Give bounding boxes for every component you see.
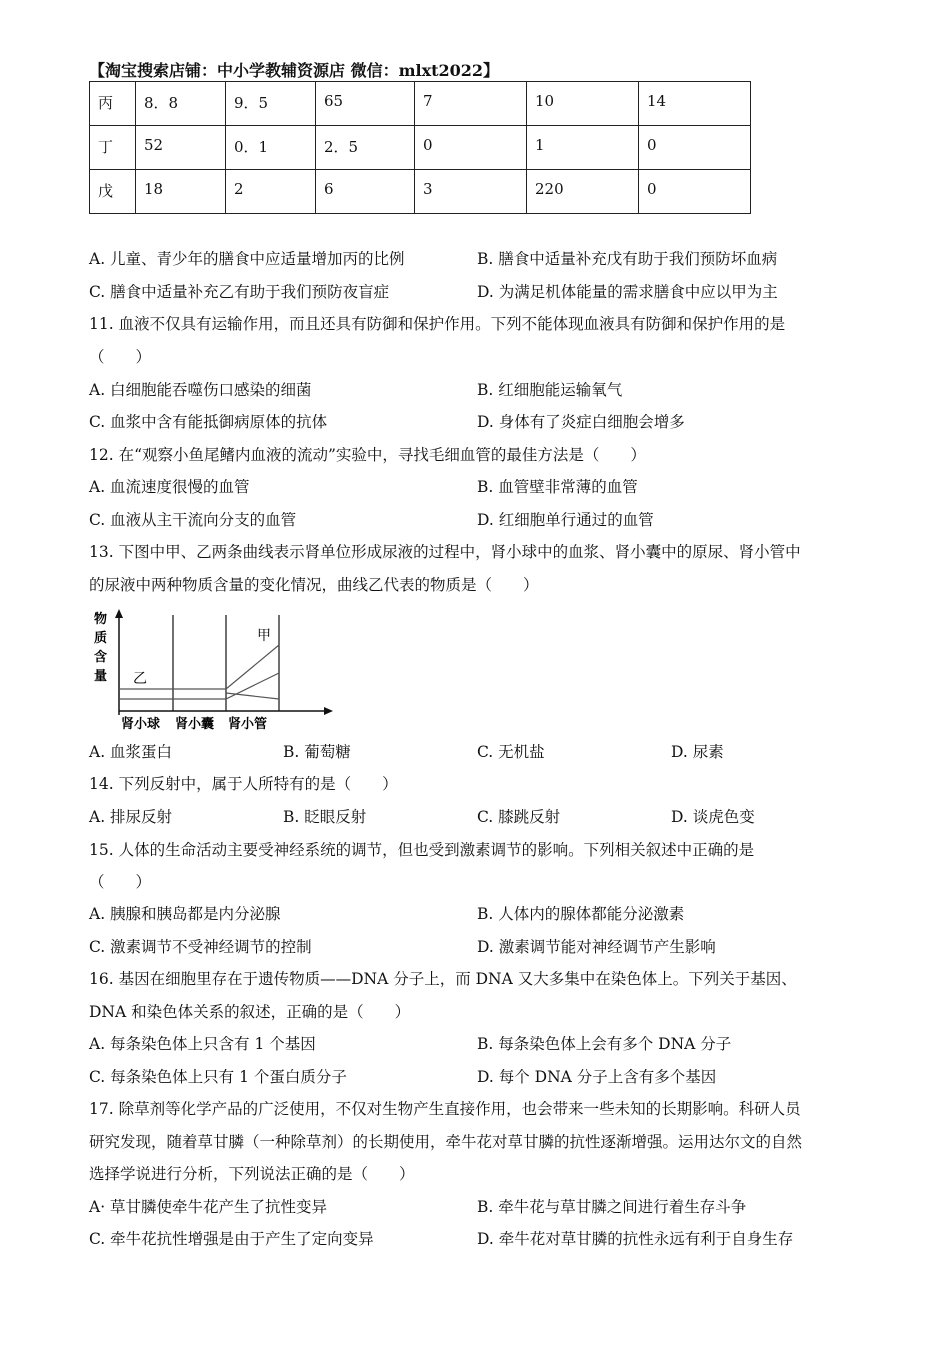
table-cell: 丁: [90, 126, 136, 170]
q13-stem-line1: 13. 下图中甲、乙两条曲线表示肾单位形成尿液的过程中，肾小球中的血浆、肾小囊中的原尿、肾小管中: [89, 543, 801, 561]
q15-option-a: A. 胰腺和胰岛都是内分泌腺: [89, 905, 281, 923]
q14-stem: 14. 下列反射中，属于人所特有的是（ ）: [89, 775, 398, 793]
q17-option-d: D. 牵牛花对草甘膦的抗性永远有利于自身生存: [477, 1230, 794, 1248]
table-cell: 220: [527, 170, 639, 214]
q15-stem: 15. 人体的生命活动主要受神经系统的调节，但也受到激素调节的影响。下列相关叙述中正确的是: [89, 841, 755, 859]
q17-option-b: B. 牵牛花与草甘膦之间进行着生存斗争: [477, 1198, 747, 1216]
x-label: 肾小囊: [175, 717, 215, 732]
x-axis-arrow-icon: [324, 707, 333, 715]
table-cell: 14: [639, 82, 751, 126]
q13-option-a: A. 血浆蛋白: [89, 743, 173, 761]
q16-stem-line2: DNA 和染色体关系的叙述，正确的是（ ）: [89, 1003, 411, 1021]
table-cell: 9．5: [226, 82, 316, 126]
nutrient-table: [89, 81, 751, 214]
q17-stem-line2: 研究发现，随着草甘膦（一种除草剂）的长期使用，牵牛花对草甘膦的抗性逐渐增强。运用达尔文的自然: [89, 1133, 803, 1151]
table-cell: 2．5: [316, 126, 415, 170]
q17-stem-line3: 选择学说进行分析，下列说法正确的是（ ）: [89, 1165, 415, 1183]
q15-paren: （ ）: [89, 873, 152, 891]
q17-option-c: C. 牵牛花抗性增强是由于产生了定向变异: [89, 1230, 374, 1248]
q15-option-b: B. 人体内的腺体都能分泌激素: [477, 905, 685, 923]
table-cell: 丙: [90, 82, 136, 126]
q11-option-a: A. 白细胞能吞噬伤口感染的细菌: [89, 381, 312, 399]
y-label-char: 量: [94, 669, 108, 684]
table-cell: 52: [136, 126, 226, 170]
q14-option-a: A. 排尿反射: [89, 808, 173, 826]
table-row: [90, 170, 751, 214]
q14-option-d: D. 谈虎色变: [671, 808, 755, 826]
table-cell: 65: [316, 82, 415, 126]
q15-option-d: D. 激素调节能对神经调节产生影响: [477, 938, 716, 956]
y-label-char: 含: [94, 650, 108, 665]
table-cell: 6: [316, 170, 415, 214]
table-cell: 8．8: [136, 82, 226, 126]
q10-option-a: A. 儿童、青少年的膳食中应适量增加丙的比例: [89, 250, 405, 268]
q12-option-d: D. 红细胞单行通过的血管: [477, 511, 654, 529]
q13-option-c: C. 无机盐: [477, 743, 545, 761]
table-cell: 0: [639, 126, 751, 170]
q12-option-c: C. 血液从主干流向分支的血管: [89, 511, 297, 529]
q13-stem-line2: 的尿液中两种物质含量的变化情况，曲线乙代表的物质是（ ）: [89, 576, 539, 594]
q12-option-a: A. 血流速度很慢的血管: [89, 478, 250, 496]
q14-option-b: B. 眨眼反射: [283, 808, 367, 826]
x-label: 肾小球: [121, 717, 161, 732]
curve-label-jia: 甲: [257, 628, 271, 644]
q16-stem-line1: 16. 基因在细胞里存在于遗传物质——DNA 分子上，而 DNA 又大多集中在染色体上。下列关于基因、: [89, 970, 797, 988]
curve-label-yi: 乙: [133, 671, 147, 687]
table-cell: 1: [527, 126, 639, 170]
q13-option-b: B. 葡萄糖: [283, 743, 351, 761]
table-cell: 7: [415, 82, 527, 126]
y-label-char: 物: [94, 612, 108, 627]
table-cell: 3: [415, 170, 527, 214]
y-label-char: 质: [94, 631, 108, 646]
q17-option-a: A· 草甘膦使牵牛花产生了抗性变异: [89, 1198, 328, 1216]
q16-option-a: A. 每条染色体上只含有 1 个基因: [89, 1035, 316, 1053]
table-cell: 0: [639, 170, 751, 214]
page-header-banner: 【淘宝搜索店铺：中小学教辅资源店 微信：mlxt2022】: [89, 61, 500, 80]
table-row: [90, 82, 751, 126]
q14-option-c: C. 膝跳反射: [477, 808, 561, 826]
table-cell: 戊: [90, 170, 136, 214]
table-cell: 18: [136, 170, 226, 214]
q11-paren: （ ）: [89, 348, 152, 366]
q16-option-c: C. 每条染色体上只有 1 个蛋白质分子: [89, 1068, 347, 1086]
q15-option-c: C. 激素调节不受神经调节的控制: [89, 938, 312, 956]
q11-option-b: B. 红细胞能运输氧气: [477, 381, 623, 399]
table-row: [90, 126, 751, 170]
kidney-filtration-graph: [89, 607, 339, 732]
y-axis-arrow-icon: [115, 609, 123, 618]
table-cell: 10: [527, 82, 639, 126]
q10-option-c: C. 膳食中适量补充乙有助于我们预防夜盲症: [89, 283, 390, 301]
q10-option-d: D. 为满足机体能量的需求膳食中应以甲为主: [477, 283, 778, 301]
q13-option-d: D. 尿素: [671, 743, 724, 761]
table-cell: 0: [415, 126, 527, 170]
table-cell: 0．1: [226, 126, 316, 170]
curve-cross: [226, 693, 279, 699]
q10-option-b: B. 膳食中适量补充戊有助于我们预防坏血病: [477, 250, 778, 268]
table-cell: 2: [226, 170, 316, 214]
q11-stem: 11. 血液不仅具有运输作用，而且还具有防御和保护作用。下列不能体现血液具有防御和保护作用的是: [89, 315, 786, 333]
x-label: 肾小管: [228, 717, 268, 732]
q17-stem-line1: 17. 除草剂等化学产品的广泛使用，不仅对生物产生直接作用，也会带来一些未知的长期影响。科研人员: [89, 1100, 801, 1118]
q12-stem: 12. 在“观察小鱼尾鳍内血液的流动”实验中，寻找毛细血管的最佳方法是（ ）: [89, 446, 646, 464]
q11-option-c: C. 血浆中含有能抵御病原体的抗体: [89, 413, 328, 431]
q12-option-b: B. 血管壁非常薄的血管: [477, 478, 638, 496]
q11-option-d: D. 身体有了炎症白细胞会增多: [477, 413, 685, 431]
q16-option-d: D. 每个 DNA 分子上含有多个基因: [477, 1068, 717, 1086]
q16-option-b: B. 每条染色体上会有多个 DNA 分子: [477, 1035, 732, 1053]
